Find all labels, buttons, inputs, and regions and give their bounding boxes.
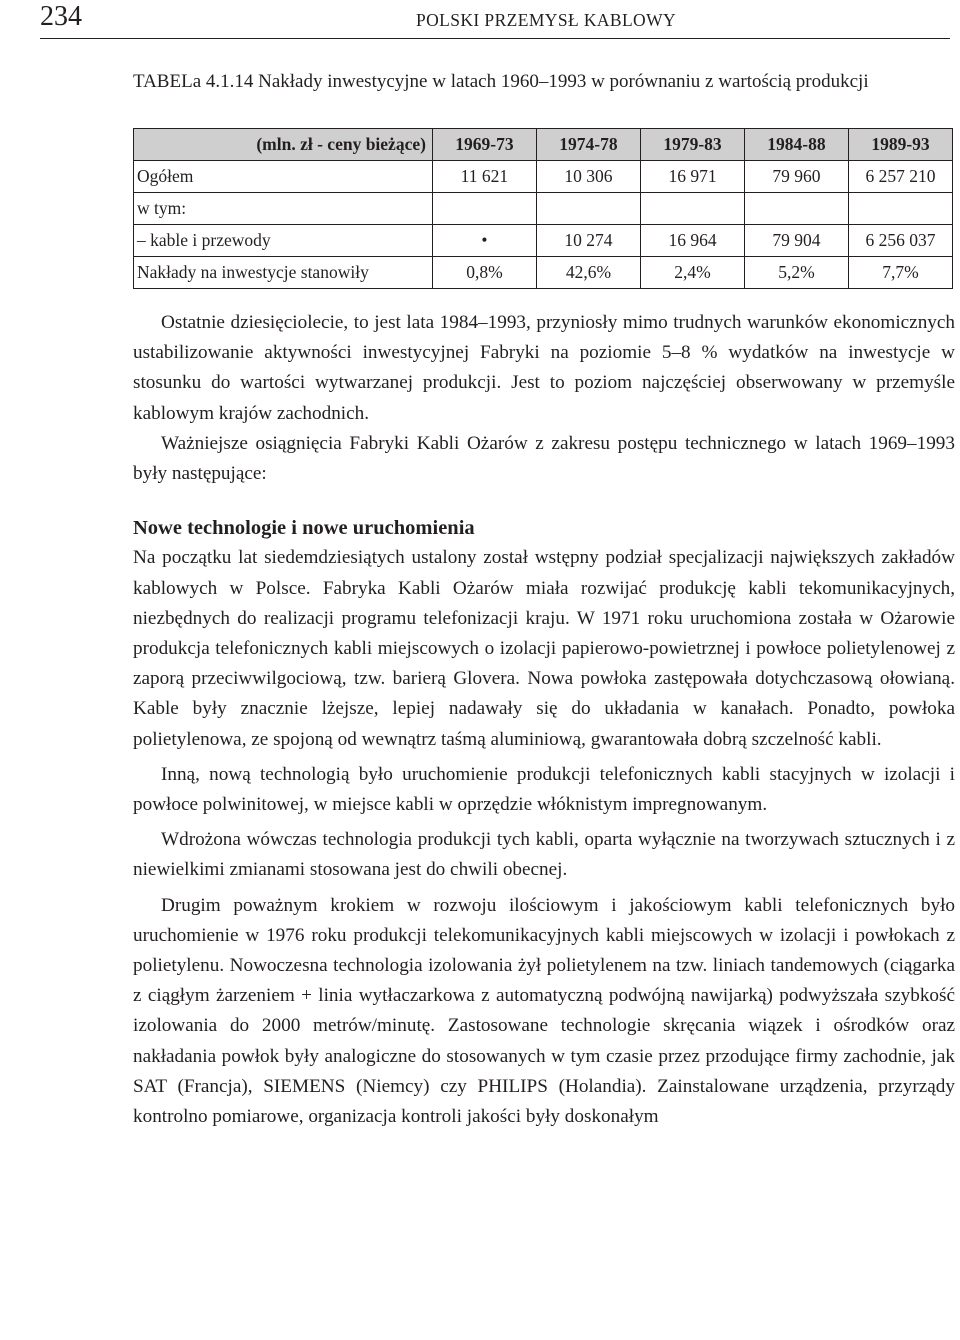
column-header: 1979-83	[641, 129, 745, 161]
paragraph: Ostatnie dziesięciolecie, to jest lata 1984–1993, przyniosły mimo trudnych warunków ekonomicznych ustabilizowanie aktywności inwestycyjnej Fabryki na poziomie 5–8 % wydatków na inwestycje w stosunku do wartości wytwarzanej produkcji. Jest to poziom najczęściej obserwowany w przemyśle kablowym krajów zachodnich.	[133, 312, 955, 424]
page-number: 234	[40, 1, 82, 32]
paragraph: Wdrożona wówczas technologia produkcji tych kabli, oparta wyłącznie na tworzywach sztucznych i z niewielkimi zmianami stosowana jest do chwili obecnej.	[133, 829, 955, 881]
table-cell: 2,4%	[641, 257, 745, 289]
paragraph: Na początku lat siedemdziesiątych ustalony został wstępny podział specjalizacji największych zakładów kablowych w Polsce. Fabryka Kabli Ożarów miała rozwijać produkcję kabli tekomunikacyjnych, niezbędnych do realizacji programu telefonizacji kraju. W 1971 roku uruchomiona została w Ożarowie produkcja telefonicznych kabli miejscowych o izolacji papierowo-powietrznej i powłoce polietylenowej z zaporą przeciwwilgociową, tzw. barierą Glovera. Nowa powłoka zastępowała dotychczasową ołowianą. Kable były znacznie lżejsze, lepiej nadawały się do układania w kanałach. Ponadto, powłoka polietylenowa, ze spojoną od wewnątrz taśmą aluminiową, gwarantowała dobrą szczelność kabli.	[133, 547, 955, 750]
table-row	[134, 257, 953, 289]
paragraph: Drugim poważnym krokiem w rozwoju ilościowym i jakościowym kabli telefonicznych było uruchomienie w 1976 roku produkcji telekomunikacyjnych kabli miejscowych w izolacji i powłokach z polietylenu. Nowoczesna technologia izolowania żył polietylenem na tzw. liniach tandemowych (ciągarka z ciągłym żarzeniem + linia wytłaczarkowa z automatyczną podwójną nawijarką) podwyższała szybkość izolowania do 2000 metrów/minutę. Zastosowane technologie skręcania wiązek i ośrodków oraz nakładania powłok były analogiczne do stosowanych w tym czasie przez przodujące firmy zachodnie, jak SAT (Francja), SIEMENS (Niemcy) czy PHILIPS (Holandia). Zainstalowane urządzenia, przyrządy kontrolno pomiarowe, organizacja kontroli jakości były doskonałym	[133, 894, 955, 1128]
table-cell: 79 904	[744, 225, 848, 257]
table-cell	[536, 193, 640, 225]
table-cell: 16 971	[641, 161, 745, 193]
table-cell: 79 960	[744, 161, 848, 193]
table-cell: 10 274	[536, 225, 640, 257]
table-caption: TABELa 4.1.14 Nakłady inwestycyjne w latach 1960–1993 w porównaniu z wartością produkcji	[133, 71, 869, 92]
row-label: w tym:	[134, 193, 433, 225]
section-heading: Nowe technologie i nowe uruchomienia	[133, 517, 475, 540]
table-row	[134, 193, 953, 225]
table-cell: 0,8%	[432, 257, 536, 289]
running-head: POLSKI PRZEMYSŁ KABLOWY	[416, 10, 677, 30]
paragraph: Ważniejsze osiągnięcia Fabryki Kabli Ożarów z zakresu postępu technicznego w latach 1969–1993 były następujące:	[133, 432, 955, 485]
table-header-label: (mln. zł - ceny bieżące)	[134, 129, 433, 161]
column-header: 1984-88	[744, 129, 848, 161]
paragraph: Inną, nową technologią było uruchomienie produkcji telefonicznych kabli stacyjnych w izolacji i powłoce polwinitowej, w miejsce kabli w oprzędzie włóknistym impregnowanym.	[133, 763, 955, 816]
table-cell	[432, 193, 536, 225]
table-row	[134, 225, 953, 257]
table-cell	[744, 193, 848, 225]
body-text	[133, 308, 955, 1132]
table-cell: 6 257 210	[848, 161, 952, 193]
page-header	[40, 2, 950, 39]
table-cell: 11 621	[432, 161, 536, 193]
column-header: 1989-93	[848, 129, 952, 161]
table-cell: 16 964	[641, 225, 745, 257]
table-cell: 10 306	[536, 161, 640, 193]
row-label: Ogółem	[134, 161, 433, 193]
column-header: 1969-73	[432, 129, 536, 161]
table-row	[134, 161, 953, 193]
row-label: – kable i przewody	[134, 225, 433, 257]
column-header: 1974-78	[536, 129, 640, 161]
row-label: Nakłady na inwestycje stanowiły	[134, 257, 433, 289]
investment-table	[133, 128, 953, 289]
table-cell: 7,7%	[848, 257, 952, 289]
bullet-cell: •	[432, 225, 536, 257]
table-cell: 42,6%	[536, 257, 640, 289]
table-header-row	[134, 129, 953, 161]
table-cell: 6 256 037	[848, 225, 952, 257]
table-cell	[848, 193, 952, 225]
table-cell	[641, 193, 745, 225]
table-cell: 5,2%	[744, 257, 848, 289]
